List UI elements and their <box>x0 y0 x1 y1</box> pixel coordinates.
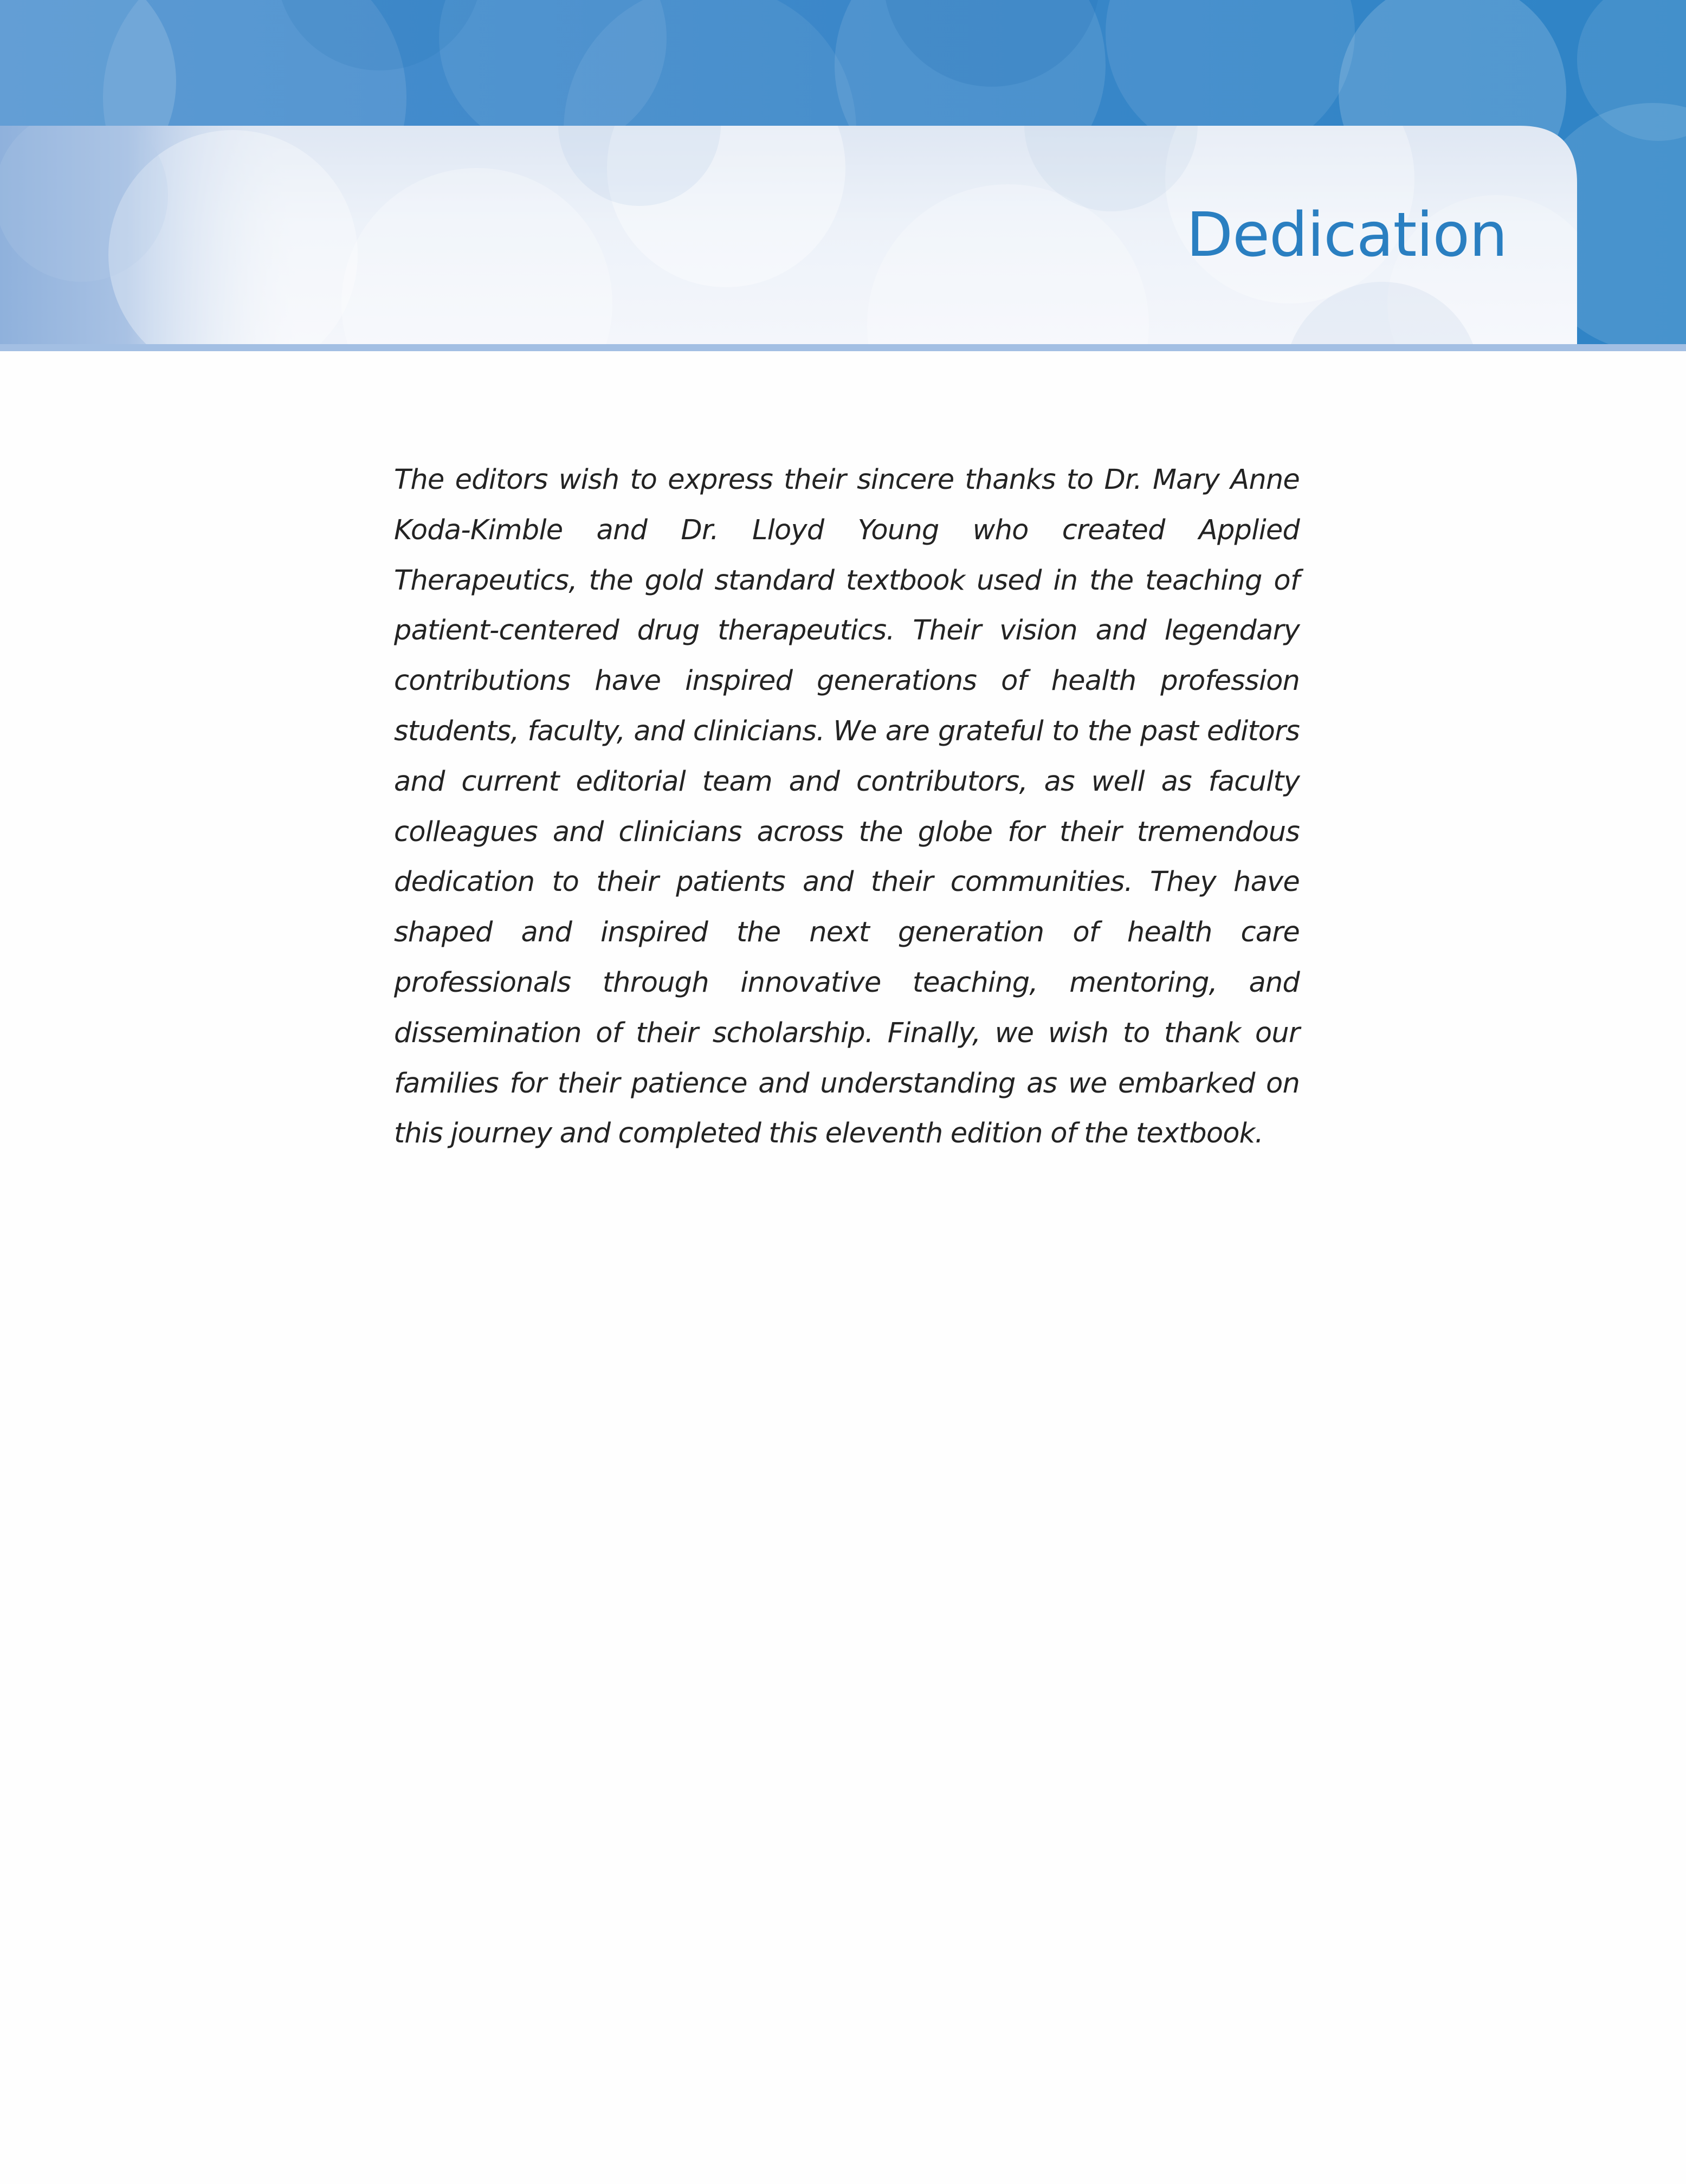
page-title: Dedication <box>1186 200 1507 270</box>
header-decorative-background <box>0 0 1686 351</box>
dedication-paragraph: The editors wish to express their sincere thanks to Dr. Mary Anne Koda-Kimble and Dr. Lloyd Young who created Applied Therapeutics, the gold standard textbook used in the teaching of patient-centered drug therapeutics. Their vision and legendary contributions have inspired generations of health profession students, faculty, and clinicians. We are grateful to the past editors and current editorial team and contributors, as well as faculty colleagues and clinicians across the globe for their tremendous dedication to their patients and their communities. They have shaped and inspired the next generation of health care professionals through innovative teaching, mentoring, and dissemination of their scholarship. Finally, we wish to thank our families for their patience and understanding as we embarked on this journey and completed this eleventh edition of the textbook. <box>394 464 1300 1150</box>
header-banner <box>0 0 1686 351</box>
header-bottom-rule <box>0 344 1686 351</box>
